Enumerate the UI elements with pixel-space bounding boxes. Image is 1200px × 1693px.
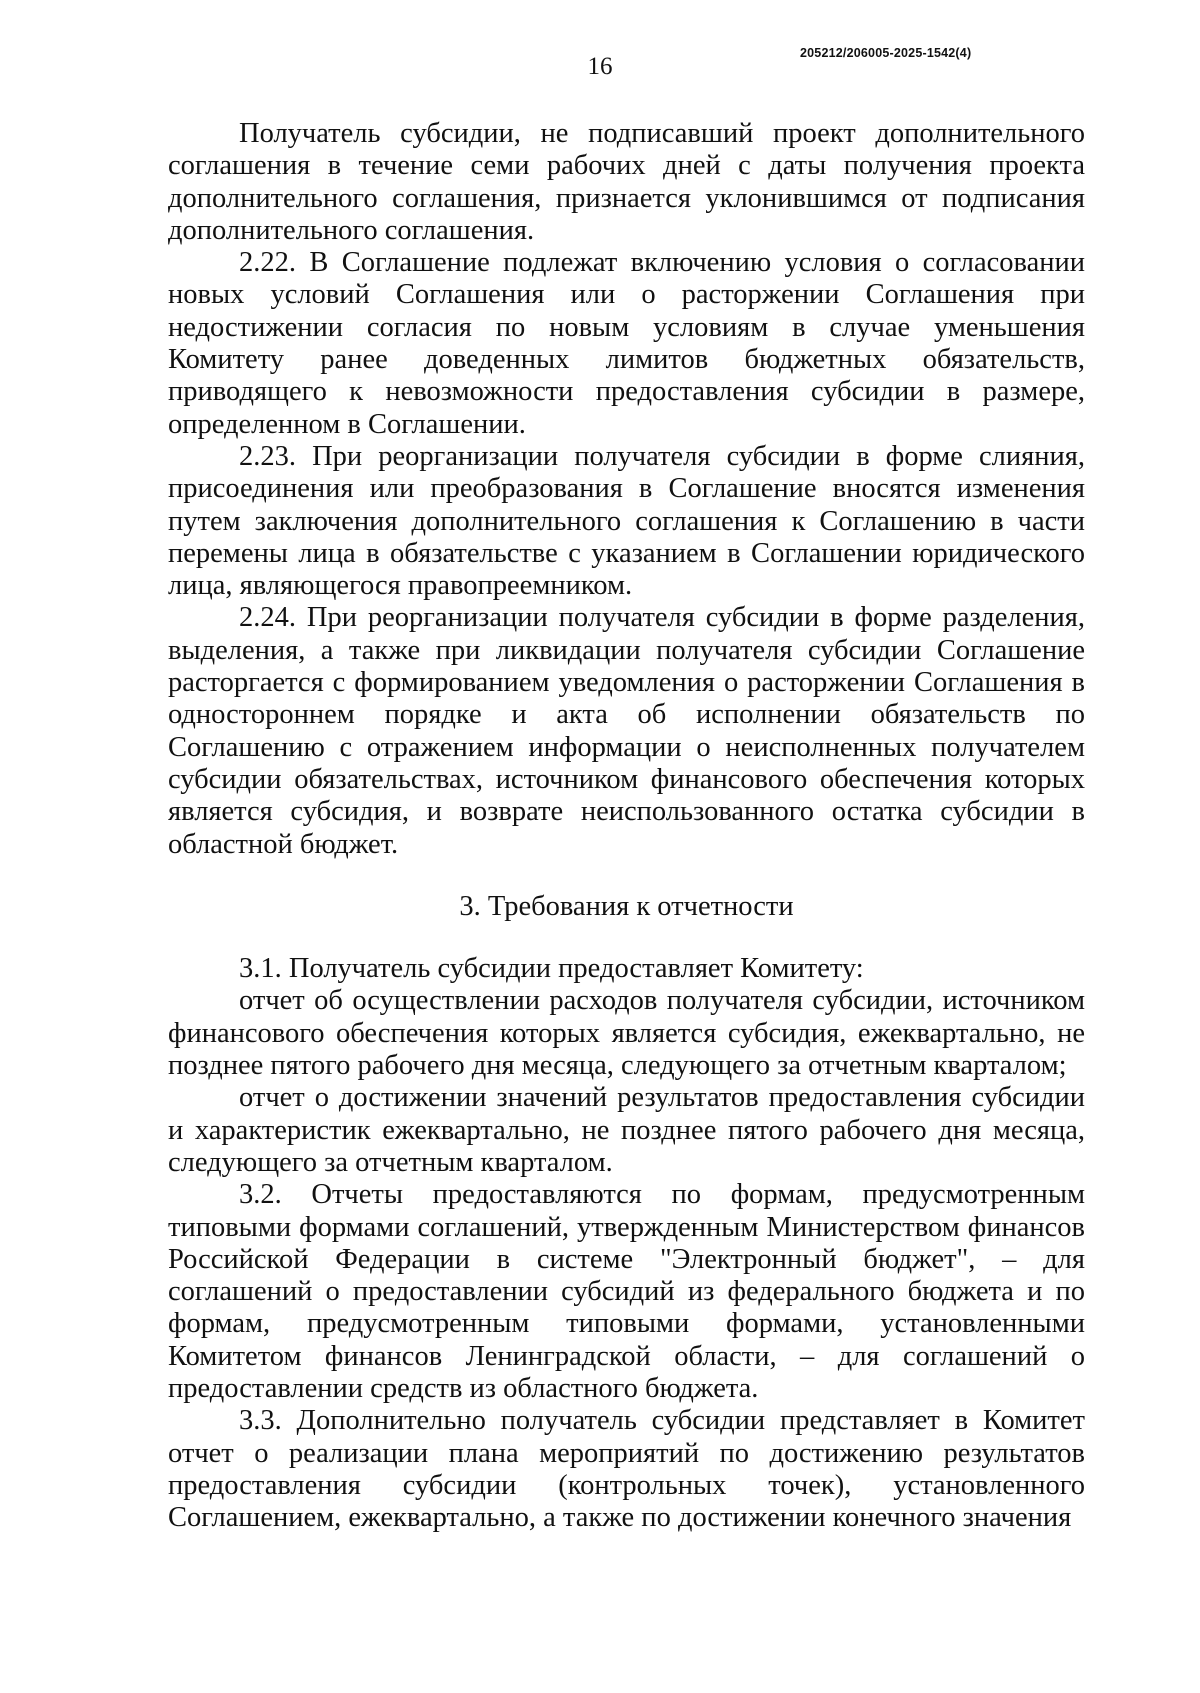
paragraph-2-23: 2.23. При реорганизации получателя субсидии в форме слияния, присоединения или преобразования в Соглашение вносятся изменения путем заключения дополнительного соглашения к Соглашению в части перемены лица в обязательстве с указанием в Соглашении юридического лица, являющегося правопреемником.: [168, 440, 1085, 602]
paragraph-2-22: 2.22. В Соглашение подлежат включению условия о согласовании новых условий Соглашения или о расторжении Соглашения при недостижении согласия по новым условиям в случае уменьшения Комитету ранее доведенных лимитов бюджетных обязательств, приводящего к невозможности предоставления субсидии в размере, определенном в Соглашении.: [168, 247, 1085, 440]
paragraph-3-2: 3.2. Отчеты предоставляются по формам, предусмотренным типовыми формами соглашений, утвержденным Министерством финансов Российской Федерации в системе "Электронный бюджет", – для соглашений о предоставлении субсидий из федерального бюджета и по формам, предусмотренным типовыми формами, установленными Комитетом финансов Ленинградской области, – для соглашений о предоставлении средств из областного бюджета.: [168, 1179, 1085, 1404]
document-id: 205212/206005-2025-1542(4): [800, 46, 972, 60]
page-number: 16: [587, 53, 613, 80]
document-body: [168, 118, 1085, 1534]
paragraph-3-3: 3.3. Дополнительно получатель субсидии представляет в Комитет отчет о реализации плана мероприятий по достижению результатов предоставления субсидии (контрольных точек), установленного Соглашением, ежеквартально, а также по достижении конечного значения: [168, 1405, 1085, 1534]
paragraph-3-1: 3.1. Получатель субсидии предоставляет Комитету:: [239, 953, 864, 985]
paragraph-2-24: 2.24. При реорганизации получателя субсидии в форме разделения, выделения, а также при ликвидации получателя субсидии Соглашение расторгается с формированием уведомления о расторжении Соглашения в одностороннем порядке и акта об исполнении обязательств по Соглашению с отражением информации о неисполненных получателем субсидии обязательствах, источником финансового обеспечения которых является субсидия, и возврате неиспользованного остатка субсидии в областной бюджет.: [168, 602, 1085, 860]
paragraph-expense-report: отчет об осуществлении расходов получателя субсидии, источником финансового обеспечения которых является субсидия, ежеквартально, не позднее пятого рабочего дня месяца, следующего за отчетным кварталом;: [168, 985, 1085, 1082]
paragraph-unsigned-recipient: Получатель субсидии, не подписавший проект дополнительного соглашения в течение семи рабочих дней с даты получения проекта дополнительного соглашения, признается уклонившимся от подписания дополнительного соглашения.: [168, 118, 1085, 246]
paragraph-results-report: отчет о достижении значений результатов предоставления субсидии и характеристик ежеквартально, не позднее пятого рабочего дня месяца, следующего за отчетным кварталом.: [168, 1082, 1085, 1178]
section-heading: 3. Требования к отчетности: [459, 890, 794, 922]
